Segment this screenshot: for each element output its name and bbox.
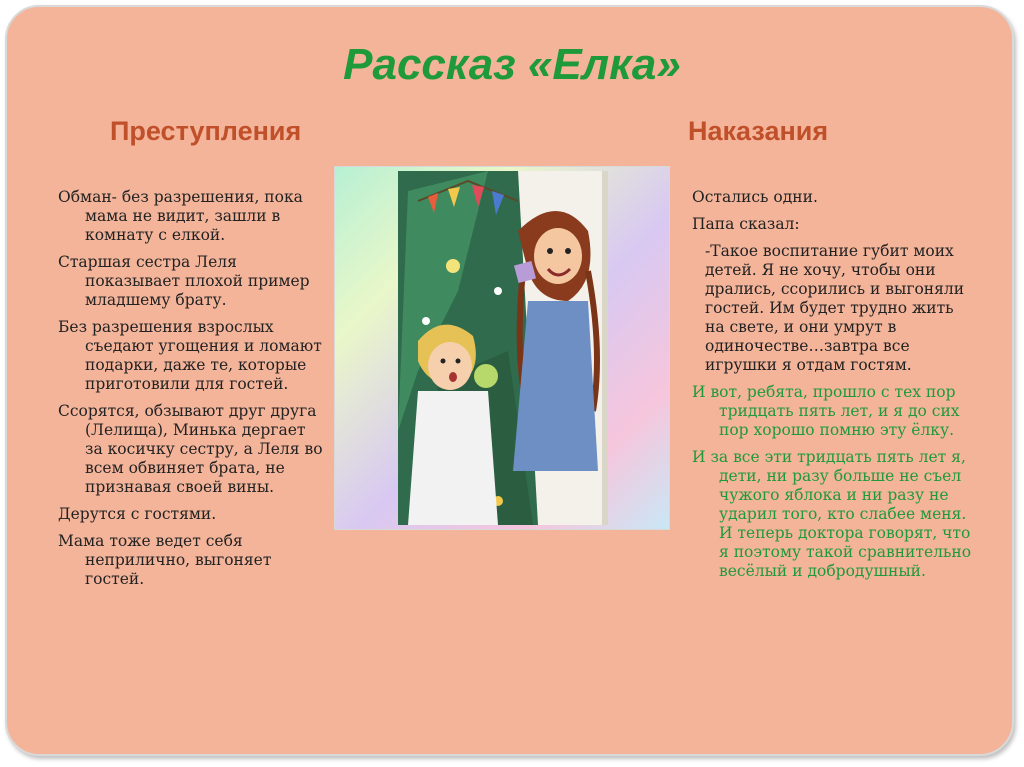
punishment-line: Папа сказал:	[692, 215, 800, 233]
epilogue-paragraph: И за все эти тридцать пять лет я, дети, ни разу больше не съел чужого яблока и ни разу не ударил того, кто слабее меня. И теперь доктора говорят, что я поэтому такой сравнительно весёлый и добродушный.	[692, 448, 972, 580]
crimes-heading: Преступления	[110, 116, 302, 146]
crimes-list	[58, 188, 323, 597]
illustration-children-christmas-tree-icon	[398, 171, 608, 525]
slide-title: Рассказ «Елка»	[343, 40, 681, 89]
crime-item: Дерутся с гостями.	[58, 505, 217, 523]
punishment-line: Остались одни.	[692, 188, 818, 206]
crime-item: Старшая сестра Леля показывает плохой пример младшему брату.	[58, 253, 310, 309]
punishments-list	[692, 188, 977, 589]
punishments-heading: Наказания	[688, 116, 829, 146]
crime-item: Обман- без разрешения, пока мама не видит, зашли в комнату с елкой.	[58, 188, 303, 244]
father-quote: -Такое воспитание губит моих детей. Я не хочу, чтобы они дрались, ссорились и выгоняли гостей. Им будет трудно жить на свете, и они умрут в одиночестве…завтра все игрушки я отдам гостям.	[705, 242, 965, 374]
crime-item: Мама тоже ведет себя неприлично, выгоняет гостей.	[58, 532, 272, 588]
crime-item: Без разрешения взрослых съедают угощения и ломают подарки, даже те, которые приготовили для гостей.	[58, 318, 322, 393]
crime-item: Ссорятся, обзывают друг друга (Лелища), Минька дергает за косичку сестру, а Леля во всем обвиняет брата, не признавая своей вины.	[58, 402, 323, 496]
epilogue-paragraph: И вот, ребята, прошло с тех пор тридцать пять лет, и я до сих пор хорошо помню эту ёлку.	[692, 383, 960, 439]
illustration-frame	[334, 166, 670, 530]
